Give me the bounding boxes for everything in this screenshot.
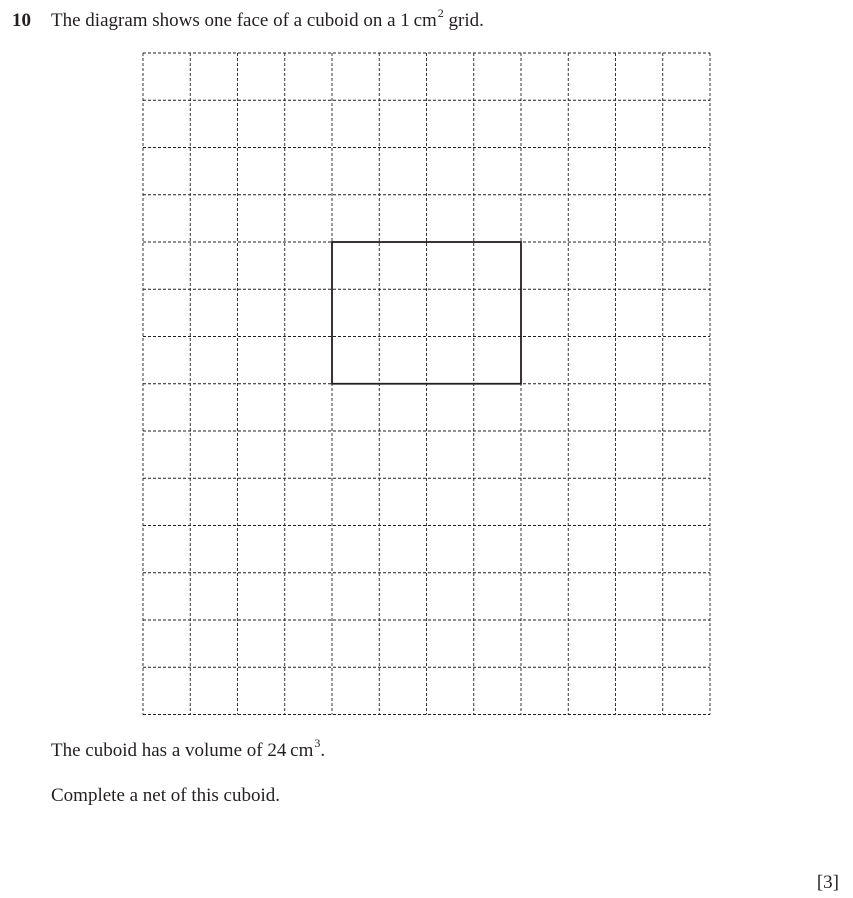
cubed-superscript: 3 <box>314 736 321 750</box>
volume-text-main: The cuboid has a volume of 24 cm <box>51 740 314 761</box>
volume-text-end: . <box>320 740 326 761</box>
instruction-text: Complete a net of this cuboid. <box>51 785 281 806</box>
question-text-end: grid. <box>443 10 484 31</box>
question-number: 10 <box>12 10 31 31</box>
marks-label: [3] <box>816 872 839 893</box>
volume-statement <box>51 736 326 762</box>
squared-superscript: 2 <box>437 6 444 20</box>
question-text-main: The diagram shows one face of a cuboid on a 1 cm <box>51 10 437 31</box>
